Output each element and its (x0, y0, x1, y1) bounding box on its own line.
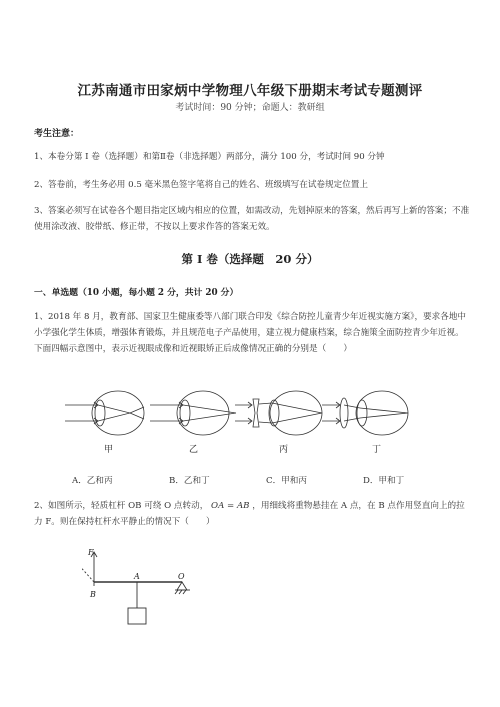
figure-label-bing: 丙 (279, 445, 289, 455)
option-b[interactable]: B．乙和丁 (169, 476, 210, 486)
eye-diagram-ding (322, 391, 408, 435)
eye-diagrams-figure (60, 383, 490, 443)
figure-label-jia: 甲 (104, 445, 114, 455)
lever-figure (82, 550, 202, 640)
point-o-label: O (178, 572, 185, 581)
eye-diagram-jia (65, 391, 144, 435)
force-label: F (88, 548, 94, 557)
ratio-math: OA = AB (211, 501, 250, 511)
point-b-label: B (90, 590, 96, 599)
question-1-text: 1、2018 年 8 月，教育部、国家卫生健康委等八部门联合印发《综合防控儿童青少年近视实施方案》，要求各地中小学强化学生体质，增强体育锻炼，并且规范电子产品使用，建立视力健康档案，综合施策全面防控青少年近视。下面四幅示意图中，表示近视眼成像和近视眼矫正后成像情况正确的分别是（ ） (34, 312, 467, 354)
figure-label-yi: 乙 (189, 445, 199, 455)
notice-item-3: 3、答案必须写在试卷各个题目指定区域内相应的位置，如需改动，先划掉原来的答案，然后再写上新的答案；不准使用涂改液、胶带纸、修正带，不按以上要求作答的答案无效。 (34, 206, 470, 232)
notice-item-2: 2、答卷前，考生务必用 0.5 毫米黑色签字笔将自己的姓名、班级填写在试卷规定位置上 (34, 180, 368, 190)
figure-label-ding: 丁 (372, 445, 382, 455)
section-title: 第 I 卷（选择题 20 分） (181, 252, 319, 266)
part-heading: 一、单选题（10 小题，每小题 2 分，共计 20 分） (34, 288, 239, 298)
question-2-text: 2、如图所示，轻质杠杆 OB 可绕 O 点转动， OA = AB ，用细线将重物悬挂在 A 点，在 B 点作用竖直向上的拉力 F。则在保持杠杆水平静止的情况下（ ） (34, 501, 465, 527)
notice-heading: 考生注意： (34, 129, 80, 139)
option-c[interactable]: C．甲和丙 (266, 476, 307, 486)
option-a[interactable]: A．乙和丙 (72, 476, 113, 486)
eye-diagram-yi (150, 391, 236, 435)
exam-info: 考试时间：90 分钟；命题人：教研组 (175, 103, 325, 113)
eye-diagram-bing (235, 391, 322, 435)
notice-item-1: 1、本卷分第 I 卷（选择题）和第Ⅱ卷（非选择题）两部分，满分 100 分，考试时间 90 分钟 (34, 152, 385, 162)
option-d[interactable]: D．甲和丁 (363, 476, 405, 486)
page-title: 江苏南通市田家炳中学物理八年级下册期末考试专题测评 (77, 83, 423, 99)
point-a-label: A (134, 572, 140, 581)
